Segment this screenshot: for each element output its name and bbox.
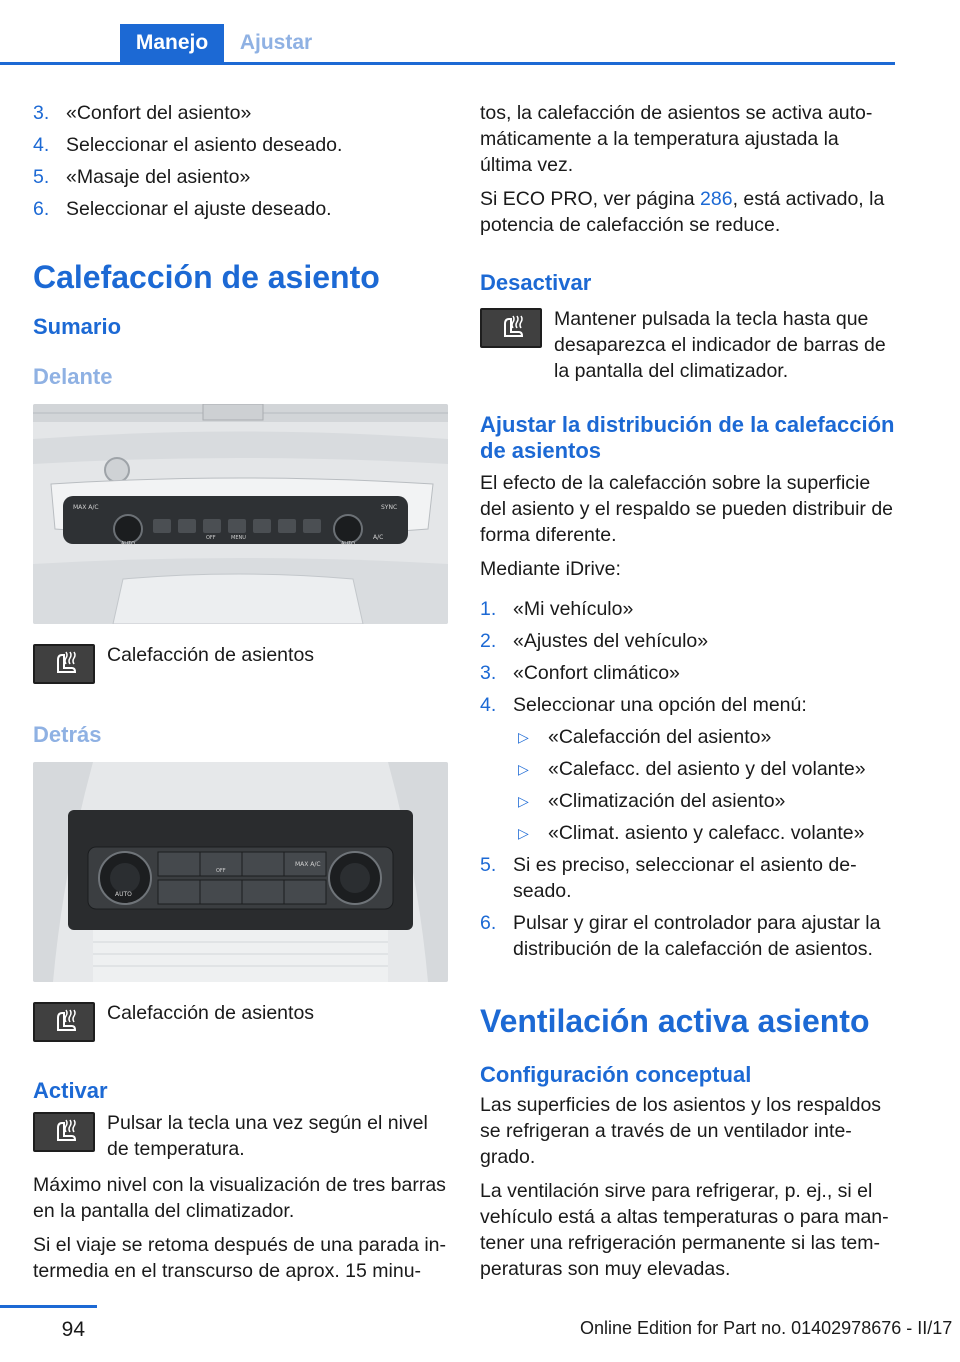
- activar-text: Pulsar la tecla una vez según el nivel de temperatura.: [107, 1112, 428, 1160]
- step-text: Seleccionar el asiento deseado.: [66, 134, 343, 156]
- steps-list-right-after: [480, 852, 895, 962]
- step-number: 4.: [480, 694, 497, 716]
- step-number: 5.: [480, 854, 497, 876]
- triangle-bullet-icon: ▷: [518, 825, 529, 841]
- option-text: «Calefacción del asiento»: [548, 726, 772, 748]
- step-text: Pulsar y girar el controlador para ajustar la distribución de la calefacción de asientos.: [513, 912, 881, 960]
- off-label: OFF: [206, 535, 216, 541]
- rear-panel-illustration: [33, 762, 448, 982]
- paragraph-eco: [480, 186, 895, 238]
- edition-info: Online Edition for Part no. 01402978676 - II/17: [580, 1318, 953, 1338]
- step-text: «Confort del asiento»: [66, 102, 252, 124]
- step-number: 1.: [480, 598, 497, 620]
- rear-climate-panel-image: [33, 762, 448, 982]
- max-ac-label: MAX A/C: [73, 504, 99, 511]
- paragraph-idrive: Mediante iDrive:: [480, 558, 621, 580]
- list-item: [33, 132, 448, 158]
- step-text: Si es preciso, seleccionar el asiento de‐seado.: [513, 854, 857, 902]
- rear-max-label: MAX A/C: [295, 861, 321, 868]
- list-item: [33, 196, 448, 222]
- list-item: [480, 910, 895, 962]
- step-text: Seleccionar una opción del menú:: [513, 694, 807, 716]
- tab-ajustar[interactable]: Ajustar: [239, 31, 313, 54]
- paragraph-superficies: Las superficies de los asientos y los respaldos se refrigeran a través de un ventilador inte‐grado.: [480, 1094, 882, 1168]
- tab-manejo[interactable]: Manejo: [120, 24, 224, 62]
- triangle-bullet-icon: ▷: [518, 729, 529, 745]
- auto-label-right: AUTO: [341, 541, 356, 547]
- section-title-calefaccion: Calefacción de asiento: [33, 259, 380, 295]
- steps-list-top: [33, 100, 448, 222]
- list-item: [480, 628, 895, 654]
- paragraph-viaje: Si el viaje se retoma después de una parada in‐termedia en el transcurso de aprox. 15 minu‐: [33, 1234, 447, 1282]
- option-text: «Climat. asiento y calefacc. volante»: [548, 822, 865, 844]
- eco-text-after: , está activado, la potencia de calefacción se reduce.: [480, 188, 885, 236]
- list-item: [513, 788, 895, 814]
- step-text: «Mi vehículo»: [513, 598, 634, 620]
- sync-label: SYNC: [381, 504, 398, 511]
- ac-label: A/C: [373, 534, 384, 541]
- right-column: [480, 100, 895, 1290]
- desactivar-text: Mantener pulsada la tecla hasta que desaparezca el indicador de barras de la pantalla del climatizador.: [554, 308, 886, 382]
- heading-ajustar-distribucion: Ajustar la distribución de la calefacción de asientos: [480, 412, 895, 463]
- rear-auto-label: AUTO: [115, 891, 132, 898]
- step-number: 3.: [480, 662, 497, 684]
- paragraph-ventilacion: La ventilación sirve para refrigerar, p. ej., si el vehículo está a altas temperaturas o para man‐tener una refrigeración permanente si las tem‐peraturas son muy elevadas.: [480, 1180, 889, 1280]
- seat-heating-icon: [33, 1112, 95, 1152]
- steps-list-right: [480, 596, 895, 718]
- caption-front: Calefacción de asientos: [107, 644, 315, 666]
- step-number: 2.: [480, 630, 497, 652]
- footer-rule: [0, 1305, 97, 1308]
- seat-heating-icon: [33, 644, 95, 684]
- front-climate-panel-image: [33, 404, 448, 624]
- menu-options-list: [513, 724, 895, 846]
- step-number: 6.: [480, 912, 497, 934]
- paragraph-cont: tos, la calefacción de asientos se activa auto‐máticamente a la temperatura ajustada la última vez.: [480, 102, 873, 176]
- front-panel-illustration: [33, 404, 448, 624]
- step-number: 6.: [33, 198, 50, 220]
- heading-configuracion: Configuración conceptual: [480, 1062, 752, 1087]
- front-seat-heating-row: [33, 642, 448, 700]
- heading-activar: Activar: [33, 1078, 108, 1103]
- step-text: «Ajustes del vehículo»: [513, 630, 709, 652]
- option-text: «Calefacc. del asiento y del volante»: [548, 758, 866, 780]
- list-item: [513, 724, 895, 750]
- heading-desactivar: Desactivar: [480, 270, 592, 295]
- option-text: «Climatización del asiento»: [548, 790, 786, 812]
- eco-text-before: Si ECO PRO, ver página: [480, 188, 701, 210]
- step-number: 4.: [33, 134, 50, 156]
- page-link-286[interactable]: 286: [700, 188, 733, 210]
- list-item: [480, 596, 895, 622]
- heading-delante: Delante: [33, 364, 113, 389]
- triangle-bullet-icon: ▷: [518, 761, 529, 777]
- heading-detras: Detrás: [33, 722, 102, 747]
- rear-seat-heating-row: [33, 1000, 448, 1058]
- step-number: 5.: [33, 166, 50, 188]
- step-text: Seleccionar el ajuste deseado.: [66, 198, 332, 220]
- menu-label: MENU: [231, 535, 246, 541]
- auto-label-left: AUTO: [121, 541, 136, 547]
- step-text: «Masaje del asiento»: [66, 166, 251, 188]
- paragraph-max: Máximo nivel con la visualización de tres barras en la pantalla del climatizador.: [33, 1174, 446, 1222]
- seat-heating-icon: [480, 308, 542, 348]
- desactivar-row: [480, 306, 895, 384]
- activar-row: [33, 1110, 448, 1168]
- left-column: [33, 100, 448, 1292]
- triangle-bullet-icon: ▷: [518, 793, 529, 809]
- rear-off-label: OFF: [216, 868, 226, 874]
- heading-sumario: Sumario: [33, 314, 122, 339]
- list-item: [513, 756, 895, 782]
- page-number: 94: [61, 1318, 85, 1341]
- list-item: [33, 100, 448, 126]
- list-item: [480, 692, 895, 718]
- list-item: [33, 164, 448, 190]
- list-item: [480, 852, 895, 904]
- caption-rear: Calefacción de asientos: [107, 1002, 315, 1024]
- step-number: 3.: [33, 102, 50, 124]
- paragraph-efecto: El efecto de la calefacción sobre la superficie del asiento y el respaldo se pueden distribuir de forma diferente.: [480, 472, 894, 546]
- step-text: «Confort climático»: [513, 662, 680, 684]
- seat-heating-icon: [33, 1002, 95, 1042]
- section-title-ventilacion: Ventilación activa asiento: [480, 1003, 870, 1039]
- chapter-tab-bar: [0, 24, 895, 65]
- list-item: [513, 820, 895, 846]
- list-item: [480, 660, 895, 686]
